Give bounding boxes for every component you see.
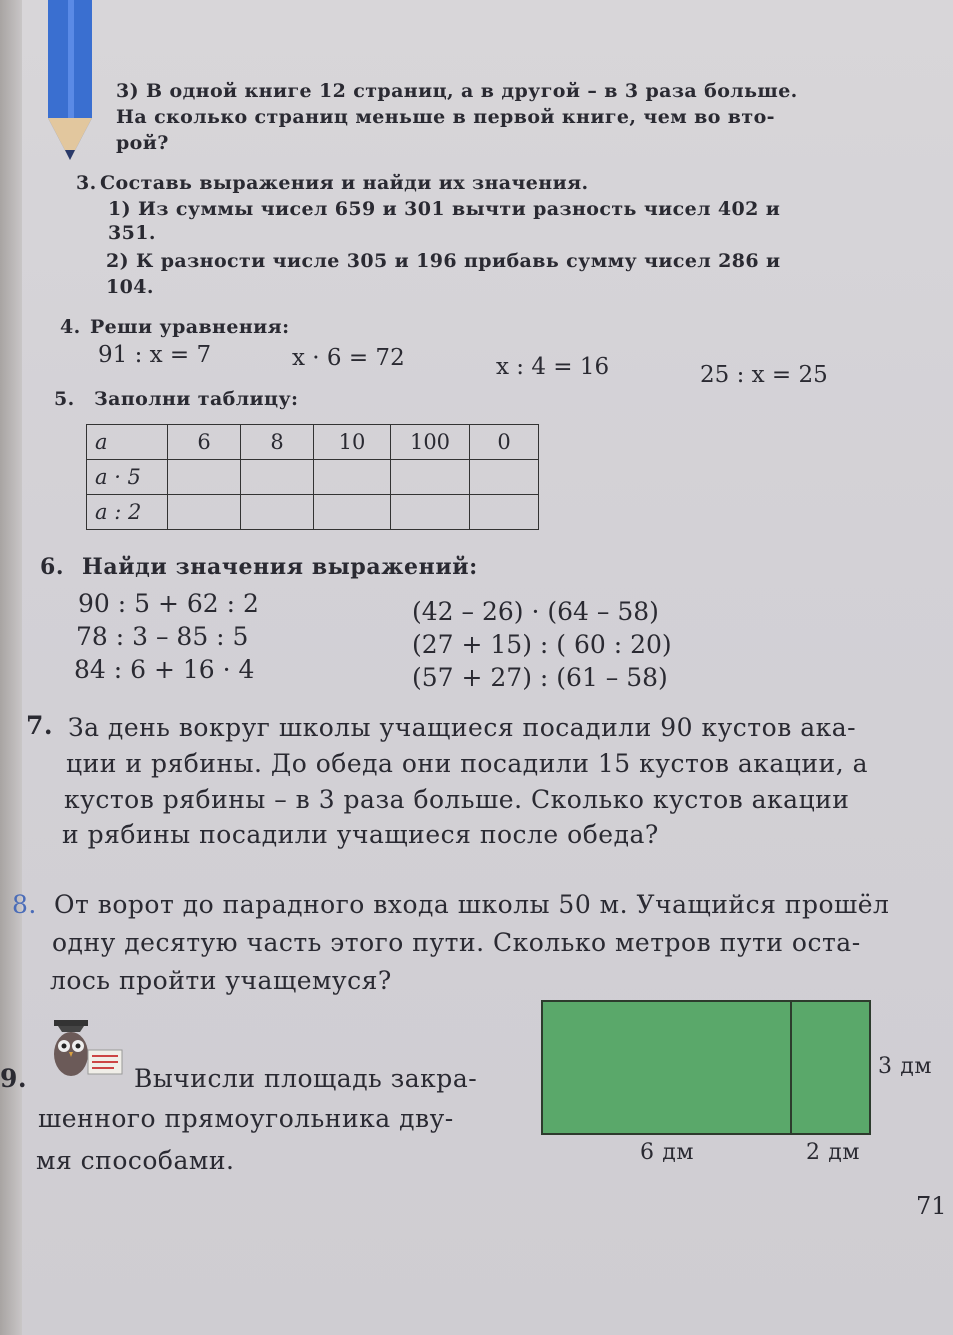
equation-4: 25 : x = 25 xyxy=(700,362,828,388)
task3-item2-line1: 2) К разности числе 305 и 196 прибавь сумму чисел 286 и xyxy=(106,250,781,272)
rect-right-width-label: 2 дм xyxy=(806,1140,861,1165)
table-row xyxy=(87,460,539,495)
table-cell xyxy=(314,460,391,495)
table-header-cell: 8 xyxy=(241,425,314,460)
task5-title: Заполни таблицу: xyxy=(94,388,299,410)
task9-number: 9. xyxy=(0,1064,28,1093)
task9-line2: шенного прямоугольника дву- xyxy=(38,1104,454,1133)
expression-right-1: (42 – 26) · (64 – 58) xyxy=(412,597,659,626)
table-row-label: a : 2 xyxy=(87,495,168,530)
equation-2: x · 6 = 72 xyxy=(292,345,405,371)
expression-right-2: (27 + 15) : ( 60 : 20) xyxy=(412,630,672,659)
task8-number: 8. xyxy=(12,890,37,919)
equation-3: x : 4 = 16 xyxy=(496,354,610,380)
table-header-cell: 10 xyxy=(314,425,391,460)
task6-number: 6. xyxy=(40,554,65,580)
task3-item1-line2: 351. xyxy=(108,222,156,244)
pencil-icon xyxy=(40,0,100,165)
task3-item1-line1: 1) Из суммы чисел 659 и 301 вычти разность чисел 402 и xyxy=(108,198,781,220)
table-cell xyxy=(470,495,539,530)
task8-line3: лось пройти учащемуся? xyxy=(50,966,392,995)
task7-line1: За день вокруг школы учащиеся посадили 90 кустов ака- xyxy=(68,713,857,742)
task8-line2: одну десятую часть этого пути. Сколько метров пути оста- xyxy=(52,928,861,957)
task5-number: 5. xyxy=(54,388,75,410)
task3-item2-line2: 104. xyxy=(106,276,154,298)
table-cell xyxy=(241,495,314,530)
task3-number: 3. xyxy=(76,172,97,194)
rect-height-label: 3 дм xyxy=(878,1054,933,1079)
rect-left-width-label: 6 дм xyxy=(640,1140,695,1165)
shaded-rectangle xyxy=(541,1000,871,1135)
task2-part3-line2: На сколько страниц меньше в первой книге, чем во вто- xyxy=(116,106,775,128)
task7-line2: ции и рябины. До обеда они посадили 15 кустов акации, а xyxy=(66,749,868,778)
expression-left-3: 84 : 6 + 16 · 4 xyxy=(74,655,255,684)
task7-line3: кустов рябины – в 3 раза больше. Сколько кустов акации xyxy=(64,785,850,814)
rectangle-divider-line xyxy=(790,1002,792,1133)
task4-number: 4. xyxy=(60,316,81,338)
table-cell xyxy=(314,495,391,530)
task4-title: Реши уравнения: xyxy=(90,316,290,338)
expression-left-1: 90 : 5 + 62 : 2 xyxy=(78,589,259,618)
page-number: 71 xyxy=(916,1192,947,1220)
table-cell xyxy=(391,495,470,530)
task2-part3-line1: 3) В одной книге 12 страниц, а в другой – в 3 раза больше. xyxy=(116,80,798,102)
fill-in-table xyxy=(86,424,539,530)
table-header-cell: 0 xyxy=(470,425,539,460)
table-cell xyxy=(470,460,539,495)
task3-title: Составь выражения и найди их значения. xyxy=(100,172,589,194)
owl-teacher-icon xyxy=(44,1020,124,1090)
table-header-cell: a xyxy=(87,425,168,460)
expression-right-3: (57 + 27) : (61 – 58) xyxy=(412,663,668,692)
task9-line1: Вычисли площадь закра- xyxy=(134,1064,478,1093)
table-header-cell: 100 xyxy=(391,425,470,460)
task6-title: Найди значения выражений: xyxy=(82,554,478,580)
table-cell xyxy=(241,460,314,495)
table-cell xyxy=(391,460,470,495)
table-row-label: a · 5 xyxy=(87,460,168,495)
task2-part3-line3: рой? xyxy=(116,132,169,154)
task8-line1: От ворот до парадного входа школы 50 м. Учащийся прошёл xyxy=(54,890,890,919)
task7-line4: и рябины посадили учащиеся после обеда? xyxy=(62,820,659,849)
task7-number: 7. xyxy=(26,711,54,740)
table-cell xyxy=(168,495,241,530)
page-binding-edge xyxy=(0,0,22,1335)
task9-line3: мя способами. xyxy=(36,1146,235,1175)
table-row xyxy=(87,495,539,530)
table-cell xyxy=(168,460,241,495)
table-header-cell: 6 xyxy=(168,425,241,460)
table-header-row xyxy=(87,425,539,460)
expression-left-2: 78 : 3 – 85 : 5 xyxy=(76,622,249,651)
equation-1: 91 : x = 7 xyxy=(98,342,212,368)
